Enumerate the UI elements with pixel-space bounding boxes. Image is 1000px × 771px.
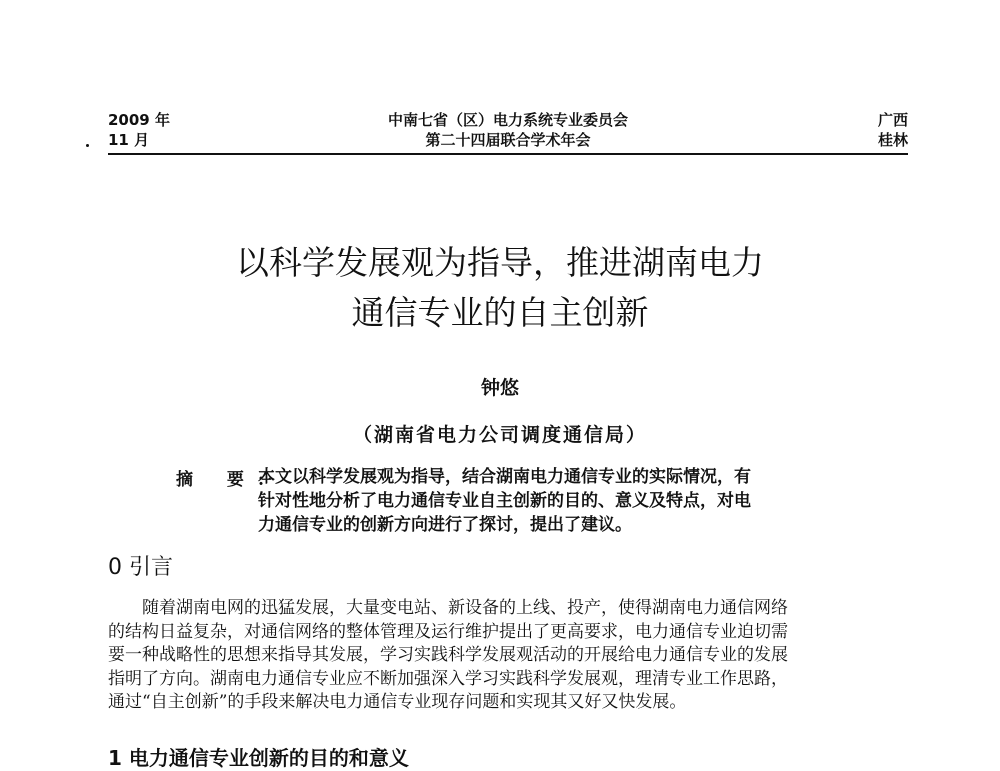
- abstract-text: [258, 465, 858, 537]
- abstract-label: 摘 要:: [176, 470, 279, 490]
- header-location: 广西 桂林: [877, 111, 908, 149]
- paragraph-line: 指明了方向。湖南电力通信专业应不断加强深入学习实践科学发展观，理清专业工作思路，: [108, 668, 788, 689]
- title-line-1: 以科学发展观为指导，推进湖南电力: [236, 243, 764, 282]
- abstract-line: 针对性地分析了电力通信专业自主创新的目的、意义及特点，对电: [258, 491, 751, 511]
- section-heading-0: 0 引言: [108, 555, 173, 580]
- paragraph-line: 的结构日益复杂，对通信网络的整体管理及运行维护提出了更高要求，电力通信专业迫切需: [108, 621, 788, 642]
- header-date: 2009 年 11 月: [108, 111, 170, 149]
- header-rule: [108, 153, 908, 155]
- header-conference: 中南七省（区）电力系统专业委员会 第二十四届联合学术年会: [387, 111, 628, 149]
- author-name: 钟悠: [480, 377, 519, 399]
- abstract-line: 本文以科学发展观为指导，结合湖南电力通信专业的实际情况，有: [258, 467, 751, 487]
- abstract-line: 力通信专业的创新方向进行了探讨，提出了建议。: [258, 515, 632, 535]
- author-affiliation: （湖南省电力公司调度通信局）: [352, 424, 647, 446]
- section-heading-1: 1 电力通信专业创新的目的和意义: [108, 746, 409, 770]
- paragraph-line: 通过“自主创新”的手段来解决电力通信专业现存问题和实现其又好又快发展。: [108, 692, 687, 712]
- title-line-2: 通信专业的自主创新: [351, 293, 649, 332]
- intro-paragraph: [108, 597, 908, 715]
- paragraph-line: 要一种战略性的思想来指导其发展，学习实践科学发展观活动的开展给电力通信专业的发展: [108, 645, 788, 665]
- paragraph-line: 随着湖南电网的迅猛发展，大量变电站、新设备的上线、投产，使得湖南电力通信网络: [142, 598, 788, 618]
- paper-title: [0, 238, 1000, 338]
- margin-dot: [86, 144, 89, 147]
- running-header: [108, 110, 908, 150]
